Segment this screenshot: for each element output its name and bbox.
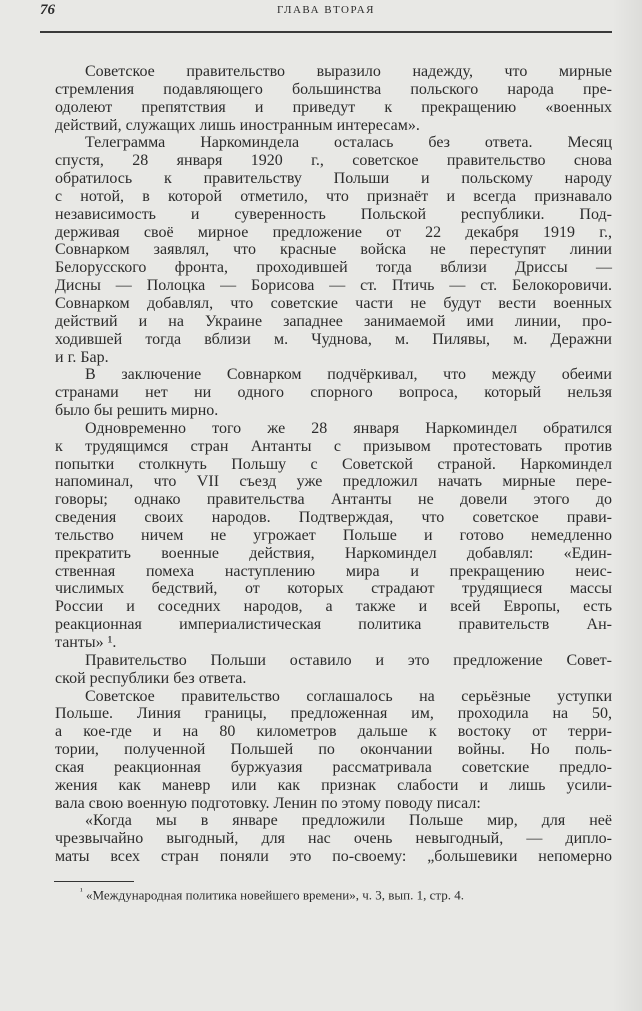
text-line: Советское правительство выразило надежду, что мирные bbox=[85, 63, 612, 80]
text-line: а кое-где и на 80 километров дальше к востоку от терри- bbox=[55, 723, 612, 741]
text-line: странами нет ни одного спорного вопроса, который нельзя bbox=[55, 384, 612, 402]
text-line: Белорусского фронта, проходившей тогда вблизи Дриссы — bbox=[55, 259, 612, 277]
text-line: ходившей тогда вблизи м. Чуднова, м. Пилявы, м. Деражни bbox=[55, 330, 612, 348]
text-line: сведения своих народов. Подтверждая, что советское прави- bbox=[55, 509, 612, 527]
paragraph bbox=[55, 134, 612, 366]
text-line: обратилось к правительству Польши и польскому народу bbox=[55, 170, 612, 188]
text-line: держивая своё мирное предложение от 22 декабря 1919 г., bbox=[55, 223, 612, 241]
text-line: ственная помеха наступлению мира и прекращению неис- bbox=[55, 562, 612, 580]
text-line: Польше. Линия границы, предложенная им, проходила на 50, bbox=[55, 705, 612, 723]
text-line: танты» ¹. bbox=[55, 634, 117, 651]
running-title: ГЛАВА ВТОРАЯ bbox=[277, 4, 375, 16]
body-text bbox=[55, 63, 612, 866]
text-line: жения как маневр или как признак слабости и лишь усили- bbox=[55, 776, 612, 794]
text-line: маты всех стран поняли это по-своему: „большевики непомерно bbox=[55, 848, 612, 866]
paragraph bbox=[55, 688, 612, 813]
text-line: ской республики без ответа. bbox=[55, 669, 247, 687]
footnote-marker: ¹ bbox=[80, 886, 83, 896]
text-line: прекратить военные действия, Наркоминдел добавлял: «Един- bbox=[55, 544, 612, 562]
text-line: «Когда мы в январе предложили Польше мир, для неё bbox=[85, 812, 612, 830]
page-header bbox=[40, 2, 612, 24]
footnote-rule bbox=[54, 881, 134, 882]
text-line: реакционная империалистическая политика правительств Ан- bbox=[55, 616, 612, 634]
text-line: с нотой, в которой отметило, что признаёт и всегда признавало bbox=[55, 187, 612, 205]
text-line: Совнарком добавлял, что советские части не будут вести военных bbox=[55, 294, 612, 312]
header-rule bbox=[40, 31, 612, 33]
text-line: говоры; однако правительства Антанты не довели этого до bbox=[55, 491, 612, 509]
text-line: напоминал, что VII съезд уже предложил начать мирные пере- bbox=[55, 473, 612, 491]
text-line: спустя, 28 января 1920 г., советское правительство снова bbox=[55, 152, 612, 170]
paragraph bbox=[55, 652, 612, 688]
text-line: Дисны — Полоцка — Борисова — ст. Птичь — ст. Белокоровичи. bbox=[55, 277, 612, 295]
text-line: действий и на Украине западнее занимаемой ими линии, про- bbox=[55, 312, 612, 330]
paragraph bbox=[55, 812, 612, 866]
text-line: Совнарком заявлял, что красные войска не переступят линии bbox=[55, 241, 612, 259]
text-line: стремления подавляющего большинства польского народа пре- bbox=[55, 80, 612, 98]
footnote-text: «Международная политика новейшего времени», ч. 3, вып. 1, стр. 4. bbox=[85, 887, 464, 903]
page-edge-shadow bbox=[612, 0, 642, 1011]
text-line: независимость и суверенность Польской республики. Под- bbox=[55, 205, 612, 223]
text-line: одолеют препятствия и приведут к прекращению «военных bbox=[55, 98, 612, 116]
text-line: тельство ничем не угрожает Польше и готово немедленно bbox=[55, 526, 612, 544]
text-line: Одновременно того же 28 января Наркоминдел обратился bbox=[85, 419, 612, 437]
text-line: действий, служащих лишь иностранным интересам». bbox=[55, 116, 420, 134]
paragraph bbox=[55, 420, 612, 652]
text-line: вала свою военную подготовку. Ленин по этому поводу писал: bbox=[55, 794, 481, 812]
text-line: попытки столкнуть Польшу с Советской страной. Наркоминдел bbox=[55, 455, 612, 473]
text-line: было бы решить мирно. bbox=[55, 402, 219, 420]
text-line: к трудящимся стран Антанты с призывом протестовать против bbox=[55, 437, 612, 455]
text-line: тории, полученной Польшей по окончании войны. Но поль- bbox=[55, 741, 612, 759]
text-line: числимых бедствий, от которых страдают трудящиеся массы bbox=[55, 580, 612, 598]
paragraph bbox=[55, 366, 612, 420]
page-number: 76 bbox=[40, 2, 55, 18]
text-line: Телеграмма Наркоминдела осталась без ответа. Месяц bbox=[85, 134, 612, 152]
text-line: ская реакционная буржуазия рассматривала советские предло- bbox=[55, 758, 612, 776]
text-line: чрезвычайно выгодный, для нас очень невыгодный, — дипло- bbox=[55, 830, 612, 848]
text-line: России и соседних народов, а также и всей Европы, есть bbox=[55, 598, 612, 616]
text-line: В заключение Совнарком подчёркивал, что между обеими bbox=[85, 366, 612, 384]
text-line: и г. Бар. bbox=[55, 348, 109, 366]
text-line: Правительство Польши оставило и это предложение Совет- bbox=[85, 651, 612, 669]
footnote bbox=[80, 886, 464, 903]
text-line: Советское правительство соглашалось на серьёзные уступки bbox=[85, 687, 612, 705]
paragraph bbox=[55, 63, 612, 134]
